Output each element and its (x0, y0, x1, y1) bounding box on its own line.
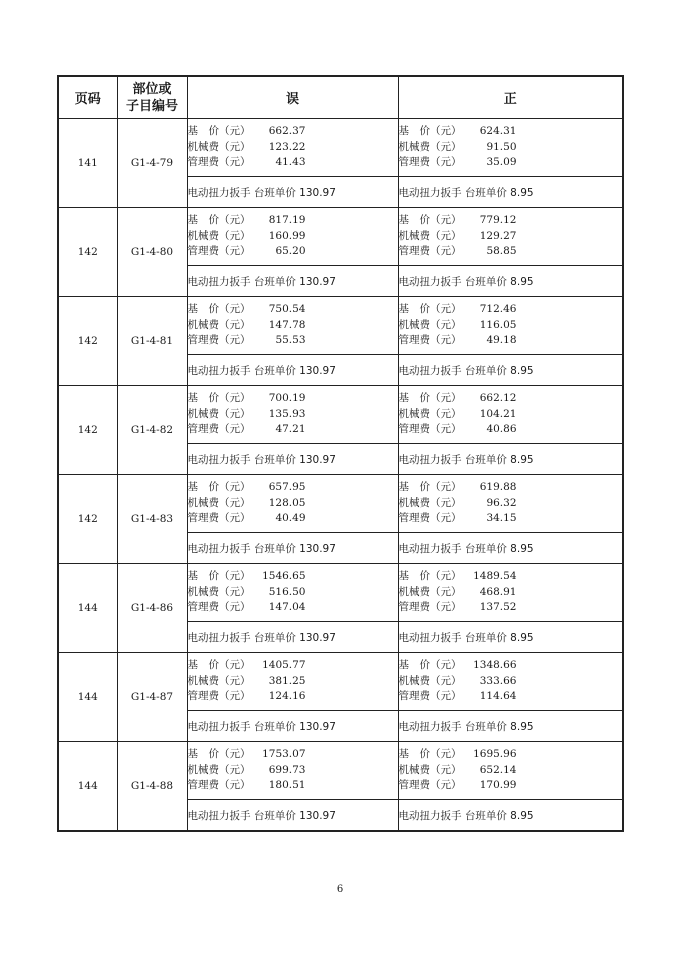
value-amount: 47.21 (275, 423, 306, 436)
header-row (58, 76, 623, 119)
value-line (399, 689, 623, 705)
correct-note-cell: 电动扭力扳手 台班单价 8.95 (398, 711, 623, 742)
value-line (399, 213, 623, 229)
value-label: 管理费（元） (187, 334, 251, 347)
value-amount: 1753.07 (262, 748, 306, 761)
value-amount: 662.37 (268, 125, 306, 138)
page-cell: 144 (58, 564, 117, 653)
value-label: 基 价（元） (187, 659, 251, 672)
value-amount: 160.99 (268, 229, 306, 242)
value-label: 管理费（元） (187, 779, 251, 792)
page-cell: 144 (58, 742, 117, 832)
value-line (188, 124, 398, 140)
page-cell: 142 (58, 386, 117, 475)
value-label: 管理费（元） (398, 779, 462, 792)
code-cell: G1-4-79 (117, 119, 187, 208)
value-label: 管理费（元） (398, 423, 462, 436)
value-line (399, 244, 623, 260)
correct-note-cell: 电动扭力扳手 台班单价 8.95 (398, 266, 623, 297)
wrong-values-cell (187, 475, 398, 533)
value-label: 机械费（元） (398, 318, 462, 331)
value-label: 机械费（元） (398, 585, 462, 598)
code-cell: G1-4-80 (117, 208, 187, 297)
correct-values-cell (398, 564, 623, 622)
value-line (399, 585, 623, 601)
value-amount: 516.50 (268, 585, 306, 598)
value-label: 基 价（元） (398, 125, 462, 138)
wrong-note-cell: 电动扭力扳手 台班单价 130.97 (187, 533, 398, 564)
value-amount: 124.16 (268, 690, 306, 703)
value-line (399, 229, 623, 245)
value-label: 基 价（元） (187, 570, 251, 583)
value-label: 机械费（元） (187, 407, 251, 420)
value-amount: 700.19 (268, 392, 306, 405)
table-row (58, 564, 623, 622)
page-cell: 144 (58, 653, 117, 742)
correct-values-cell (398, 386, 623, 444)
value-amount: 65.20 (275, 245, 306, 258)
correct-note-cell: 电动扭力扳手 台班单价 8.95 (398, 177, 623, 208)
value-label: 基 价（元） (398, 481, 462, 494)
value-amount: 381.25 (268, 674, 306, 687)
value-label: 管理费（元） (398, 690, 462, 703)
value-line (399, 763, 623, 779)
value-line (399, 391, 623, 407)
code-cell: G1-4-83 (117, 475, 187, 564)
value-line (188, 689, 398, 705)
value-line (188, 391, 398, 407)
value-line (188, 763, 398, 779)
correct-note-cell: 电动扭力扳手 台班单价 8.95 (398, 355, 623, 386)
value-amount: 180.51 (268, 779, 306, 792)
correct-note-cell: 电动扭力扳手 台班单价 8.95 (398, 533, 623, 564)
value-line (399, 480, 623, 496)
value-label: 机械费（元） (187, 318, 251, 331)
value-line (188, 318, 398, 334)
value-amount: 40.86 (486, 423, 517, 436)
code-cell: G1-4-86 (117, 564, 187, 653)
value-amount: 657.95 (268, 481, 306, 494)
page-number: 6 (336, 884, 344, 895)
code-column-header (117, 76, 187, 119)
wrong-values-cell (187, 119, 398, 177)
value-amount: 137.52 (479, 601, 517, 614)
value-label: 管理费（元） (187, 690, 251, 703)
value-amount: 779.12 (479, 214, 517, 227)
code-cell: G1-4-81 (117, 297, 187, 386)
value-label: 基 价（元） (187, 392, 251, 405)
value-line (399, 302, 623, 318)
code-column-header-line1: 部位或 (132, 81, 172, 97)
value-amount: 123.22 (268, 140, 306, 153)
correct-note-cell: 电动扭力扳手 台班单价 8.95 (398, 622, 623, 653)
value-label: 管理费（元） (187, 423, 251, 436)
value-amount: 147.04 (268, 601, 306, 614)
value-line (188, 302, 398, 318)
correct-column-header: 正 (398, 76, 623, 119)
value-label: 机械费（元） (398, 229, 462, 242)
value-line (399, 778, 623, 794)
correct-values-cell (398, 742, 623, 800)
value-amount: 104.21 (479, 407, 517, 420)
value-line (399, 569, 623, 585)
value-label: 基 价（元） (398, 392, 462, 405)
value-line (188, 422, 398, 438)
value-line (399, 658, 623, 674)
value-amount: 333.66 (479, 674, 517, 687)
value-amount: 35.09 (486, 156, 517, 169)
value-amount: 468.91 (479, 585, 517, 598)
value-label: 机械费（元） (398, 674, 462, 687)
value-line (188, 658, 398, 674)
value-label: 基 价（元） (187, 303, 251, 316)
value-amount: 1405.77 (262, 659, 306, 672)
wrong-column-header: 误 (187, 76, 398, 119)
wrong-values-cell (187, 653, 398, 711)
value-amount: 624.31 (479, 125, 517, 138)
value-label: 管理费（元） (398, 601, 462, 614)
value-line (399, 124, 623, 140)
value-line (188, 496, 398, 512)
value-amount: 58.85 (486, 245, 517, 258)
value-line (188, 511, 398, 527)
wrong-values-cell (187, 297, 398, 355)
errata-table (57, 75, 624, 832)
value-amount: 49.18 (486, 334, 517, 347)
value-label: 机械费（元） (398, 763, 462, 776)
value-line (188, 674, 398, 690)
value-label: 基 价（元） (187, 125, 251, 138)
correct-values-cell (398, 208, 623, 266)
value-label: 基 价（元） (187, 214, 251, 227)
value-line (399, 318, 623, 334)
value-line (399, 407, 623, 423)
code-cell: G1-4-87 (117, 653, 187, 742)
wrong-values-cell (187, 742, 398, 800)
wrong-values-cell (187, 564, 398, 622)
value-label: 基 价（元） (398, 303, 462, 316)
value-amount: 1546.65 (262, 570, 306, 583)
value-line (399, 155, 623, 171)
value-line (399, 333, 623, 349)
value-line (188, 140, 398, 156)
value-amount: 1348.66 (473, 659, 517, 672)
value-label: 机械费（元） (398, 496, 462, 509)
page-cell: 142 (58, 475, 117, 564)
correct-note-cell: 电动扭力扳手 台班单价 8.95 (398, 444, 623, 475)
wrong-note-cell: 电动扭力扳手 台班单价 130.97 (187, 177, 398, 208)
value-line (399, 422, 623, 438)
value-amount: 619.88 (479, 481, 517, 494)
value-line (399, 496, 623, 512)
value-label: 机械费（元） (187, 585, 251, 598)
value-amount: 750.54 (268, 303, 306, 316)
value-label: 机械费（元） (187, 229, 251, 242)
table-row (58, 475, 623, 533)
value-line (399, 511, 623, 527)
correct-values-cell (398, 653, 623, 711)
value-label: 机械费（元） (398, 140, 462, 153)
page-column-header: 页码 (58, 76, 117, 119)
wrong-note-cell: 电动扭力扳手 台班单价 130.97 (187, 622, 398, 653)
value-label: 机械费（元） (187, 763, 251, 776)
value-line (188, 155, 398, 171)
value-amount: 1489.54 (473, 570, 517, 583)
wrong-note-cell: 电动扭力扳手 台班单价 130.97 (187, 355, 398, 386)
value-amount: 170.99 (479, 779, 517, 792)
wrong-note-cell: 电动扭力扳手 台班单价 130.97 (187, 711, 398, 742)
value-amount: 114.64 (479, 690, 517, 703)
correct-values-cell (398, 297, 623, 355)
value-amount: 128.05 (268, 496, 306, 509)
value-label: 机械费（元） (187, 674, 251, 687)
value-amount: 34.15 (486, 512, 517, 525)
value-line (399, 747, 623, 763)
correct-values-cell (398, 119, 623, 177)
value-label: 基 价（元） (398, 748, 462, 761)
value-label: 机械费（元） (187, 140, 251, 153)
value-amount: 1695.96 (473, 748, 517, 761)
value-line (399, 674, 623, 690)
table-row (58, 386, 623, 444)
value-line (188, 213, 398, 229)
value-label: 管理费（元） (398, 512, 462, 525)
value-label: 基 价（元） (398, 659, 462, 672)
value-line (188, 333, 398, 349)
table-row (58, 119, 623, 177)
table-row (58, 297, 623, 355)
value-amount: 41.43 (275, 156, 306, 169)
value-line (188, 569, 398, 585)
value-label: 机械费（元） (187, 496, 251, 509)
value-label: 基 价（元） (187, 481, 251, 494)
value-line (188, 585, 398, 601)
value-amount: 116.05 (479, 318, 517, 331)
value-line (188, 778, 398, 794)
value-amount: 129.27 (479, 229, 517, 242)
correct-note-cell: 电动扭力扳手 台班单价 8.95 (398, 800, 623, 832)
correct-values-cell (398, 475, 623, 533)
value-line (188, 407, 398, 423)
value-line (188, 480, 398, 496)
value-amount: 652.14 (479, 763, 517, 776)
wrong-note-cell: 电动扭力扳手 台班单价 130.97 (187, 266, 398, 297)
page-cell: 142 (58, 297, 117, 386)
value-amount: 699.73 (268, 763, 306, 776)
value-amount: 662.12 (479, 392, 517, 405)
value-label: 管理费（元） (187, 601, 251, 614)
wrong-note-cell: 电动扭力扳手 台班单价 130.97 (187, 800, 398, 832)
code-cell: G1-4-88 (117, 742, 187, 832)
code-cell: G1-4-82 (117, 386, 187, 475)
value-amount: 817.19 (268, 214, 306, 227)
table-body (58, 119, 623, 832)
wrong-note-cell: 电动扭力扳手 台班单价 130.97 (187, 444, 398, 475)
value-amount: 96.32 (486, 496, 517, 509)
value-label: 基 价（元） (187, 748, 251, 761)
page-cell: 141 (58, 119, 117, 208)
value-amount: 91.50 (486, 140, 517, 153)
value-label: 管理费（元） (398, 334, 462, 347)
value-label: 基 价（元） (398, 570, 462, 583)
value-label: 管理费（元） (398, 245, 462, 258)
value-amount: 135.93 (268, 407, 306, 420)
value-amount: 55.53 (275, 334, 306, 347)
wrong-values-cell (187, 208, 398, 266)
wrong-values-cell (187, 386, 398, 444)
table-row (58, 653, 623, 711)
page-cell: 142 (58, 208, 117, 297)
value-amount: 147.78 (268, 318, 306, 331)
value-line (188, 600, 398, 616)
table-row (58, 208, 623, 266)
value-line (188, 747, 398, 763)
value-line (188, 244, 398, 260)
value-label: 管理费（元） (398, 156, 462, 169)
value-line (399, 140, 623, 156)
value-line (188, 229, 398, 245)
value-amount: 712.46 (479, 303, 517, 316)
value-label: 基 价（元） (398, 214, 462, 227)
value-amount: 40.49 (275, 512, 306, 525)
code-column-header-line2: 子目编号 (125, 98, 178, 114)
value-label: 管理费（元） (187, 512, 251, 525)
value-label: 管理费（元） (187, 156, 251, 169)
table-row (58, 742, 623, 800)
value-label: 机械费（元） (398, 407, 462, 420)
value-line (399, 600, 623, 616)
value-label: 管理费（元） (187, 245, 251, 258)
